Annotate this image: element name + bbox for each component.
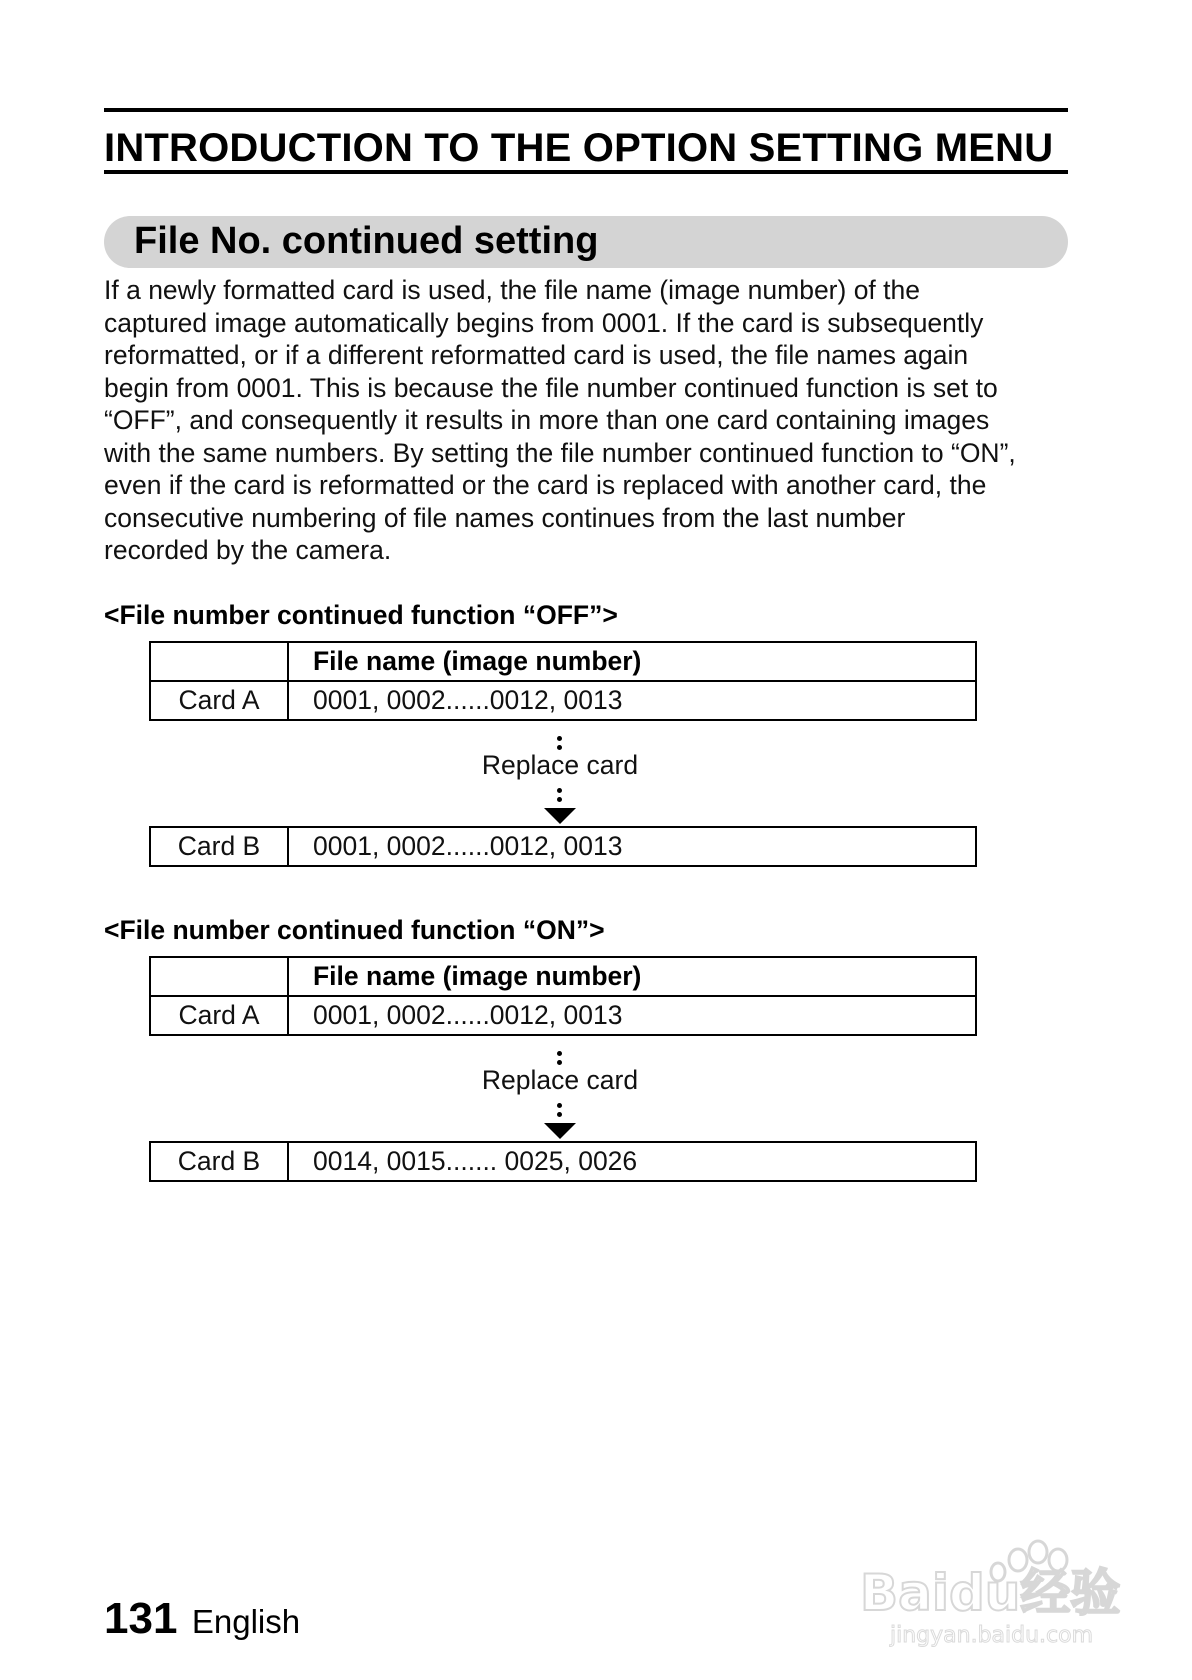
- intro-line: “OFF”, and consequently it results in more than one card containing images: [104, 405, 990, 435]
- down-arrow-icon: [544, 808, 576, 824]
- header-bottom-rule: [104, 170, 1068, 174]
- table-corner-cell: [150, 642, 288, 681]
- file-name-range: 0001, 0002......0012, 0013: [288, 681, 976, 720]
- table-row: [150, 827, 976, 866]
- intro-line: recorded by the camera.: [104, 535, 392, 565]
- on-card-a-table: [149, 956, 977, 1036]
- column-header: File name (image number): [288, 957, 976, 996]
- table-row: [150, 681, 976, 720]
- page-language: English: [191, 1603, 301, 1640]
- table-header-row: [150, 642, 976, 681]
- dotted-connector: [557, 788, 562, 806]
- off-card-a-table: [149, 641, 977, 721]
- off-card-b-table: [149, 826, 977, 867]
- table-corner-cell: [150, 957, 288, 996]
- card-label: Card A: [150, 681, 288, 720]
- intro-line: begin from 0001. This is because the file number continued function is set to: [104, 372, 998, 403]
- file-name-range: 0001, 0002......0012, 0013: [288, 827, 976, 866]
- page-footer: [104, 1594, 300, 1644]
- file-name-range: 0014, 0015....... 0025, 0026: [288, 1142, 976, 1181]
- header-top-rule: [104, 108, 1068, 112]
- card-label: Card A: [150, 996, 288, 1035]
- table-row: [150, 1142, 976, 1181]
- page-header-title: INTRODUCTION TO THE OPTION SETTING MENU: [104, 126, 1054, 170]
- on-example-heading: <File number continued function “ON”>: [104, 915, 605, 945]
- on-replace-card-flow: [460, 1051, 660, 1139]
- intro-paragraph: [104, 274, 1084, 567]
- dotted-connector: [557, 1103, 562, 1121]
- table-row: [150, 996, 976, 1035]
- file-name-range: 0001, 0002......0012, 0013: [288, 996, 976, 1035]
- intro-line: consecutive numbering of file names continues from the last number: [104, 502, 906, 533]
- intro-line: reformatted, or if a different reformatted card is used, the file names again: [104, 340, 969, 370]
- card-label: Card B: [150, 827, 288, 866]
- baidu-jingyan-watermark: [850, 1530, 1150, 1650]
- table-header-row: [150, 957, 976, 996]
- card-label: Card B: [150, 1142, 288, 1181]
- intro-line: If a newly formatted card is used, the file name (image number) of the: [104, 275, 921, 305]
- column-header: File name (image number): [288, 642, 976, 681]
- off-replace-card-flow: [460, 736, 660, 824]
- intro-line: captured image automatically begins from 0001. If the card is subsequently: [104, 307, 984, 338]
- down-arrow-icon: [544, 1123, 576, 1139]
- replace-card-label: Replace card: [481, 750, 639, 780]
- replace-card-label: Replace card: [481, 1065, 639, 1095]
- intro-line: with the same numbers. By setting the file number continued function to “ON”,: [104, 437, 1016, 468]
- section-banner: [104, 216, 1068, 268]
- on-card-b-table: [149, 1141, 977, 1182]
- page-number: 131: [104, 1594, 178, 1643]
- svg-text:Baidu经验: Baidu经验: [860, 1564, 1121, 1622]
- section-title: File No. continued setting: [134, 220, 599, 262]
- svg-text:jingyan.baidu.com: jingyan.baidu.com: [890, 1623, 1094, 1648]
- off-example-heading: <File number continued function “OFF”>: [104, 600, 618, 630]
- intro-line: even if the card is reformatted or the card is replaced with another card, the: [104, 470, 987, 500]
